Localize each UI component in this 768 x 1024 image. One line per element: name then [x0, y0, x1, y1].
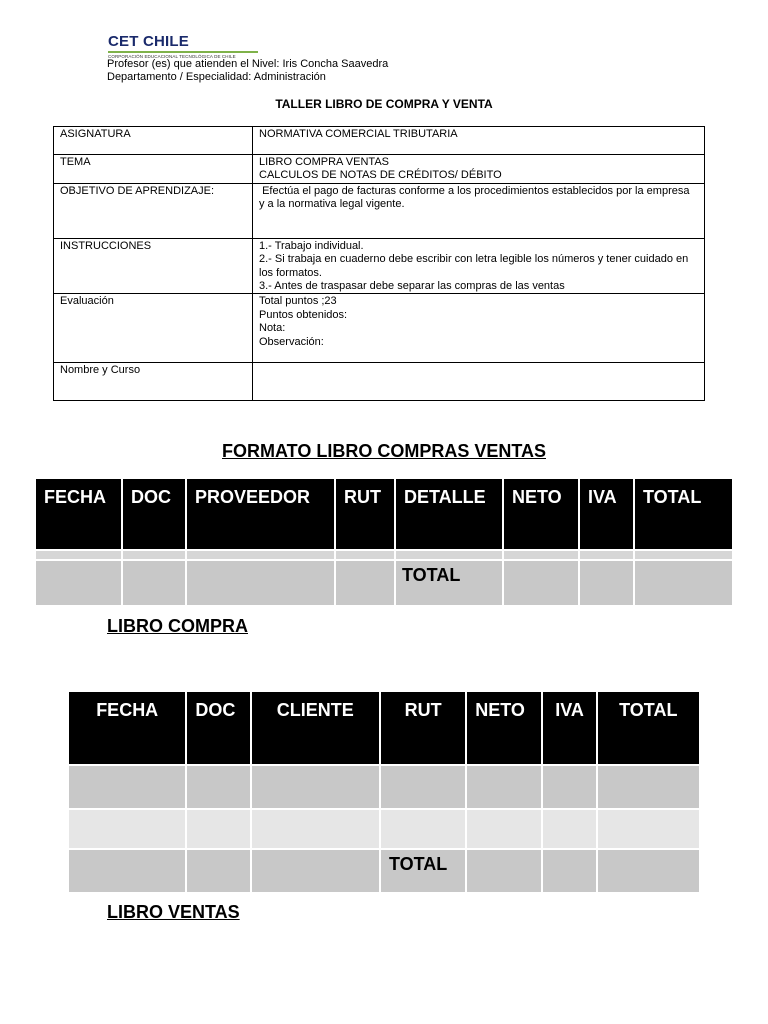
table-cell[interactable]	[381, 810, 465, 848]
label-nombre-curso: Nombre y Curso	[54, 363, 253, 401]
table-cell[interactable]	[252, 850, 379, 892]
table-cell[interactable]	[252, 766, 379, 808]
table-cell[interactable]	[635, 551, 732, 559]
table-cell[interactable]	[381, 766, 465, 808]
label-asignatura: ASIGNATURA	[54, 127, 253, 155]
compra-header-row	[36, 479, 732, 549]
logo-title: CET CHILE	[108, 33, 189, 50]
col-header-neto: NETO	[467, 692, 541, 764]
table-cell[interactable]	[187, 561, 334, 605]
evaluacion-line: Puntos obtenidos:	[259, 308, 348, 321]
compra-total-iva[interactable]	[580, 561, 633, 605]
table-cell[interactable]	[187, 810, 249, 848]
row-asignatura	[54, 127, 705, 155]
table-cell[interactable]	[36, 551, 121, 559]
compra-total-label: TOTAL	[396, 561, 502, 605]
evaluacion-line: Nota:	[259, 322, 286, 335]
table-cell[interactable]	[467, 766, 541, 808]
row-instrucciones	[54, 238, 705, 294]
col-header-iva: IVA	[543, 692, 595, 764]
ventas-total-total[interactable]	[598, 850, 699, 892]
table-cell[interactable]	[336, 561, 394, 605]
evaluacion-line: Total puntos ;23	[259, 295, 337, 308]
table-cell[interactable]	[187, 850, 249, 892]
libro-compra-caption: LIBRO COMPRA	[107, 616, 248, 636]
table-cell[interactable]	[69, 850, 185, 892]
label-instrucciones: INSTRUCCIONES	[54, 238, 253, 294]
row-nombre-curso	[54, 363, 705, 401]
value-tema	[253, 155, 705, 184]
table-cell[interactable]	[187, 766, 249, 808]
value-nombre-curso[interactable]	[253, 363, 705, 401]
table-cell[interactable]	[504, 551, 578, 559]
libro-ventas-table	[67, 690, 701, 894]
compra-total-row	[36, 561, 732, 605]
table-cell[interactable]	[336, 551, 394, 559]
ventas-entry-row	[69, 810, 699, 848]
ventas-total-label: TOTAL	[381, 850, 465, 892]
col-header-total: TOTAL	[598, 692, 699, 764]
col-header-rut: RUT	[336, 479, 394, 549]
col-header-iva: IVA	[580, 479, 633, 549]
table-cell[interactable]	[598, 810, 699, 848]
table-cell[interactable]	[123, 551, 185, 559]
tema-line: CALCULOS DE NOTAS DE CRÉDITOS/ DÉBITO	[259, 169, 502, 182]
value-evaluacion	[253, 294, 705, 363]
row-objetivo	[54, 183, 705, 238]
compra-total-total[interactable]	[635, 561, 732, 605]
table-cell[interactable]	[36, 561, 121, 605]
col-header-detalle: DETALLE	[396, 479, 502, 549]
professor-line: Profesor (es) que atienden el Nivel: Iris Concha Saavedra	[107, 58, 389, 70]
instruccion-line: 1.- Trabajo individual.	[259, 239, 364, 252]
compra-total-neto[interactable]	[504, 561, 578, 605]
table-cell[interactable]	[69, 766, 185, 808]
logo-subtitle: CORPORACIÓN EDUCACIONAL TECNOLÓGICA DE CHILE	[108, 54, 236, 59]
col-header-total: TOTAL	[635, 479, 732, 549]
table-cell[interactable]	[187, 551, 334, 559]
label-evaluacion: Evaluación	[54, 294, 253, 363]
col-header-doc: DOC	[187, 692, 249, 764]
ventas-entry-row	[69, 766, 699, 808]
cet-chile-logo	[108, 34, 258, 59]
table-cell[interactable]	[543, 766, 595, 808]
table-cell[interactable]	[123, 561, 185, 605]
col-header-doc: DOC	[123, 479, 185, 549]
tema-line: LIBRO COMPRA VENTAS	[259, 156, 389, 168]
evaluacion-line: Observación:	[259, 335, 324, 348]
table-cell[interactable]	[396, 551, 502, 559]
instruccion-line: 2.- Si trabaja en cuaderno debe escribir con letra legible los números y tener cuidado en los formatos.	[259, 253, 689, 279]
value-asignatura: NORMATIVA COMERCIAL TRIBUTARIA	[253, 127, 705, 155]
instruccion-line: 3.- Antes de traspasar debe separar las compras de las ventas	[259, 280, 565, 293]
col-header-fecha: FECHA	[36, 479, 121, 549]
table-cell[interactable]	[252, 810, 379, 848]
document-title: TALLER LIBRO DE COMPRA Y VENTA	[275, 97, 493, 111]
table-cell[interactable]	[69, 810, 185, 848]
compra-entry-row	[36, 551, 732, 559]
col-header-proveedor: PROVEEDOR	[187, 479, 334, 549]
value-objetivo: Efectúa el pago de facturas conforme a los procedimientos establecidos por la empresa y a la normativa legal vigente.	[253, 183, 705, 238]
department-line: Departamento / Especialidad: Administración	[107, 71, 326, 83]
row-tema	[54, 155, 705, 184]
table-cell[interactable]	[580, 551, 633, 559]
col-header-cliente: CLIENTE	[252, 692, 379, 764]
value-instrucciones	[253, 238, 705, 294]
ventas-total-iva[interactable]	[543, 850, 595, 892]
label-objetivo: OBJETIVO DE APRENDIZAJE:	[54, 183, 253, 238]
col-header-rut: RUT	[381, 692, 465, 764]
table-cell[interactable]	[467, 810, 541, 848]
info-table	[53, 126, 705, 401]
table-cell[interactable]	[598, 766, 699, 808]
label-tema: TEMA	[54, 155, 253, 184]
ventas-total-row	[69, 850, 699, 892]
formato-title: FORMATO LIBRO COMPRAS VENTAS	[222, 441, 546, 461]
ventas-header-row	[69, 692, 699, 764]
table-cell[interactable]	[543, 810, 595, 848]
libro-ventas-caption: LIBRO VENTAS	[107, 902, 240, 922]
col-header-fecha: FECHA	[69, 692, 185, 764]
libro-compra-table	[34, 477, 734, 607]
logo-underline	[108, 51, 258, 53]
ventas-total-neto[interactable]	[467, 850, 541, 892]
row-evaluacion	[54, 294, 705, 363]
col-header-neto: NETO	[504, 479, 578, 549]
